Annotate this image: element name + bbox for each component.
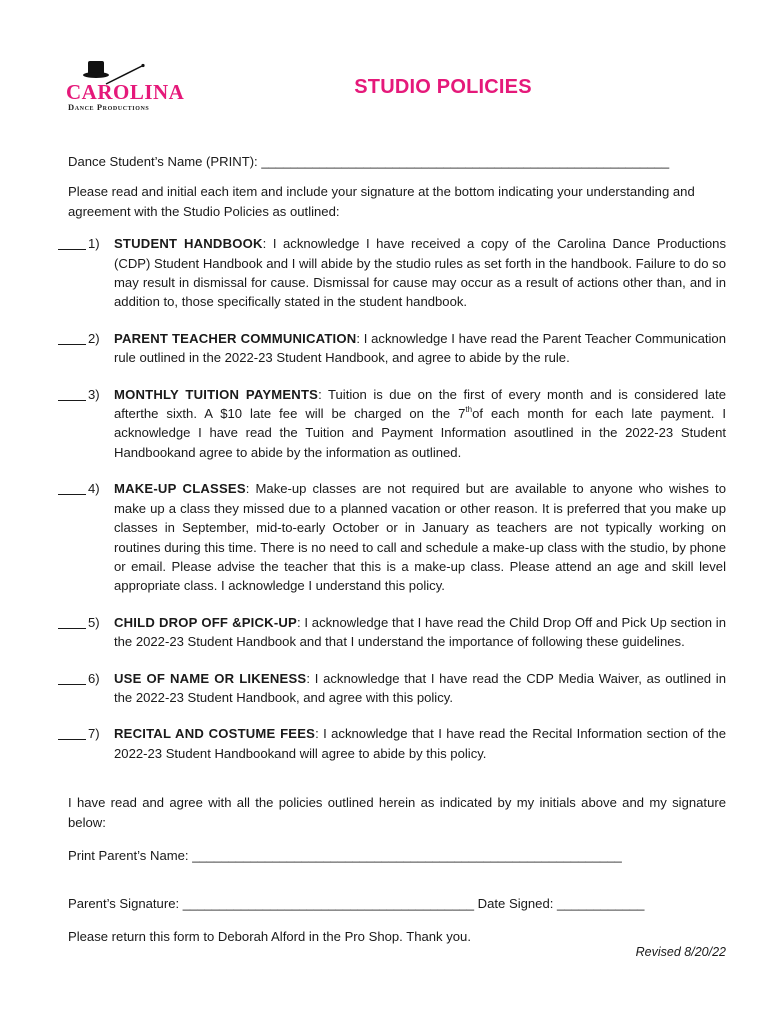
- policy-item-5: 5) CHILD DROP OFF &PICK-UP: I acknowledge that I have read the Child Drop Off and Pick Up section in the 2022-23 Student Handbook and that I understand the importance of following these guidelines.: [68, 613, 726, 652]
- policy-text: : Make-up classes are not required but are available to anyone who wishes to make up a class they missed due to a planned vacation or other reason. It is preferred that you make up classes in September, mid-to-early October or in January as teachers are not typically working on routines during this time. There is no need to call and schedule a make-up class with the studio, by phone or email. Please advise the teacher that this is a make-up class. Please attend an age and skill level appropriate class. I acknowledge I understand this policy.: [114, 481, 726, 594]
- initial-blank-1[interactable]: [58, 234, 86, 250]
- parent-name-field[interactable]: Print Parent’s Name: ___________________________________________________________: [68, 847, 622, 863]
- signature-date-field[interactable]: Parent’s Signature: ________________________________________ Date Signed: ____________: [68, 896, 645, 912]
- policy-title: RECITAL AND COSTUME FEES: [114, 726, 316, 742]
- policy-title: USE OF NAME OR LIKENESS: [114, 670, 307, 686]
- page-title: STUDIO POLICIES: [354, 76, 532, 98]
- intro-text: Please read and initial each item and include your signature at the bottom indicating your understanding and agreement with the Studio Policies as outlined:: [68, 184, 695, 219]
- agreement-text: I have read and agree with all the policies outlined herein as indicated by my initials above and my signature below:: [68, 795, 726, 830]
- policy-text: : I acknowledge that I have read the Child Drop Off and Pick Up section in the 2022-23 Student Handbook and that I understand the importance of following these guidelines.: [114, 614, 726, 650]
- policy-text: : I acknowledge that I have read the CDP Media Waiver, as outlined in the 2022-23 Student Handbook, and agree with this policy.: [114, 670, 726, 705]
- policy-item-4: 4) MAKE-UP CLASSES: Make-up classes are not required but are available to anyone who wishes to make up a class they missed due to a planned vacation or other reason. It is preferred that you make up classes in September, mid-to-early October or in January as teachers are not typically working on routines during this time. There is no need to call and schedule a make-up class with the studio, by phone or email. Please advise the teacher that this is a make-up class. Please attend an age and skill level appropriate class. I acknowledge I understand this policy.: [68, 479, 726, 595]
- policy-title: CHILD DROP OFF &PICK-UP: [114, 614, 297, 630]
- revised-date: Revised 8/20/22: [635, 945, 726, 960]
- policy-text: : Tuition is due on the first of every month and is considered late afterthe sixth. A $10 late fee will be charged on the 7: [114, 386, 726, 422]
- policy-title: PARENT TEACHER COMMUNICATION: [114, 330, 357, 346]
- policy-text: : I acknowledge I have received a copy of the Carolina Dance Productions (CDP) Student Handbook and I will abide by the studio rules as set forth in the handbook. Failure to do so may result in dismissal for cause. Dismissal for cause may occur as a result of actions other than, and in addition to, those specifically stated in the student handbook.: [114, 236, 726, 310]
- policy-text: : I acknowledge that I have read the Recital Information section of the 2022-23 Student Handbookand will agree to abide by this policy.: [114, 726, 726, 761]
- policy-item-2: 2) PARENT TEACHER COMMUNICATION: I acknowledge I have read the Parent Teacher Communication rule outlined in the 2022-23 Student Handbook, and agree to abide by the rule.: [68, 329, 726, 368]
- policy-item-3: 3) MONTHLY TUITION PAYMENTS: Tuition is due on the first of every month and is considered late afterthe sixth. A $10 late fee will be charged on the 7thof each month for each late payment. I acknowledge I have read the Tuition and Payment Information asoutlined in the 2022-23 Student Handbookand agree to abide by the information as outlined.: [68, 385, 726, 463]
- initial-blank-3[interactable]: [58, 385, 86, 401]
- policy-item-1: 1) STUDENT HANDBOOK: I acknowledge I have received a copy of the Carolina Dance Productions (CDP) Student Handbook and I will abide by the studio rules as set forth in the handbook. Failure to do so may result in dismissal for cause. Dismissal for cause may occur as a result of actions other than, and in addition to, those specifically stated in the student handbook.: [68, 234, 726, 312]
- policy-text-cont: of each month for each late payment. I acknowledge I have read the Tuition and Payment Information asoutlined in the 2022-23 Student Handbookand agree to abide by the information as outlined.: [114, 406, 727, 460]
- initial-blank-5[interactable]: [58, 613, 86, 629]
- initial-blank-7[interactable]: [58, 724, 86, 740]
- initial-blank-4[interactable]: [58, 479, 86, 495]
- form-body: [68, 152, 726, 963]
- policy-title: MONTHLY TUITION PAYMENTS: [114, 386, 319, 402]
- policy-title: MAKE-UP CLASSES: [114, 481, 246, 497]
- policy-item-7: 7) RECITAL AND COSTUME FEES: I acknowledge that I have read the Recital Information section of the 2022-23 Student Handbookand will agree to abide by this policy.: [68, 724, 726, 763]
- policy-item-6: 6) USE OF NAME OR LIKENESS: I acknowledge that I have read the CDP Media Waiver, as outlined in the 2022-23 Student Handbook, and agree with this policy.: [68, 669, 726, 708]
- logo-wordmark: CAROLINA: [66, 80, 185, 104]
- student-name-field[interactable]: Dance Student’s Name (PRINT): ________________________________________________________: [68, 154, 670, 169]
- policy-title: STUDENT HANDBOOK: [114, 236, 263, 252]
- return-note: Please return this form to Deborah Alford in the Pro Shop. Thank you.: [68, 928, 471, 944]
- initial-blank-2[interactable]: [58, 329, 86, 345]
- ordinal-suffix: th: [465, 405, 473, 415]
- logo-subtitle: Dance Productions: [68, 102, 150, 112]
- initial-blank-6[interactable]: [58, 669, 86, 685]
- policy-text: : I acknowledge I have read the Parent Teacher Communication rule outlined in the 2022-23 Student Handbook, and agree to abide by the rule.: [114, 330, 726, 366]
